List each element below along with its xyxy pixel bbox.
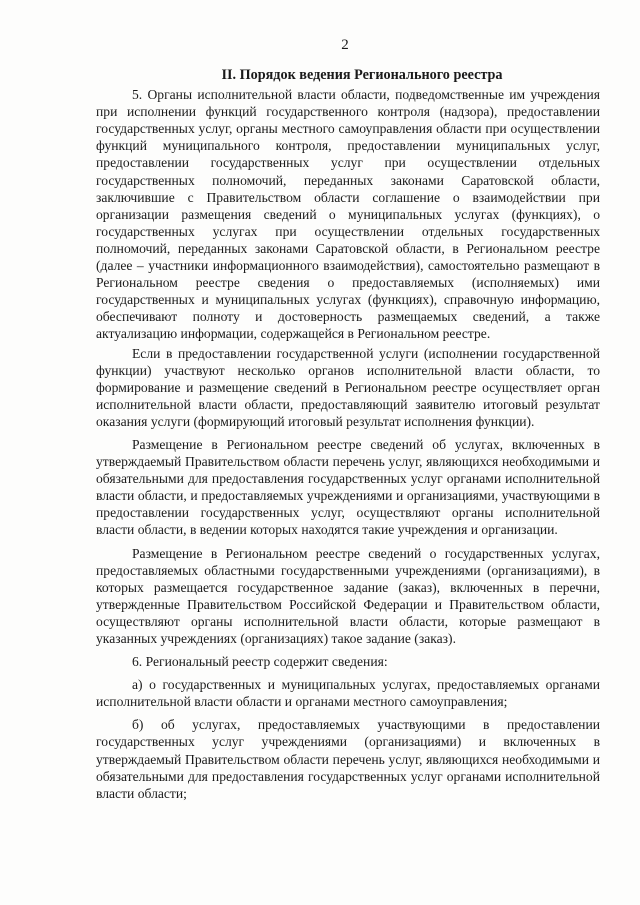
paragraph-if-several-organs: Если в предоставлении государственной услуги (исполнении государственной функции) участвуют несколько органов исполнительной власти области, то формирование и размещение сведений в Региональном реестре осуществляет орган исполнительной власти области, предоставляющий заявителю итоговый результат оказания услуги (формирующий итоговый результат исполнения функции). (96, 345, 600, 429)
paragraph-institutions-placement: Размещение в Региональном реестре сведений о государственных услугах, предоставляемых областными государственными учреждениями (организациями), в которых размещается государственное задание (заказ), включенных в перечни, утвержденные Правительством Российской Федерации и Правительством области, осуществляют органы исполнительной власти области, которые размещают в указанных учреждениях (организациях) такое задание (заказ). (96, 545, 600, 646)
paragraph-services-placement: Размещение в Региональном реестре сведений об услугах, включенных в утверждаемый Правительством области перечень услуг, являющихся необходимыми и обязательными для предоставления государственных услуг органами исполнительной власти области, и предоставляемых учреждениями и организациями, участвующими в предоставлении государственных услуг, осуществляют органы исполнительной власти области, в ведении которых находятся такие учреждения и организации. (96, 436, 600, 538)
paragraph-5: 5. Органы исполнительной власти области, подведомственные им учреждения при исполнении функций государственного контроля (надзора), предоставлении государственных услуг, органы местного самоуправления области при осуществлении функций муниципального контроля, предоставлении муниципальных услуг, предоставлении государственных услуг при осуществлении отдельных государственных полномочий, переданных законами Саратовской области, заключившие с Правительством области соглашение о взаимодействии при организации размещения сведений о муниципальных услугах (функциях), о государственных услугах при осуществлении отдельных государственных полномочий, переданных законами Саратовской области, в Региональном реестре (далее – участники информационного взаимодействия), самостоятельно размещают в Региональном реестре сведения о предоставляемых (исполняемых) ими государственных и муниципальных услугах (функциях), справочную информацию, обеспечивают полноту и достоверность размещаемых сведений, а также актуализацию информации, содержащейся в Региональном реестре. (96, 87, 600, 342)
list-item-a: а) о государственных и муниципальных услугах, предоставляемых органами исполнительной власти области и органами местного самоуправления; (96, 677, 600, 710)
section-title: II. Порядок ведения Регионального реестра (221, 67, 503, 83)
list-item-b: б) об услугах, предоставляемых участвующими в предоставлении государственных услуг учреждениями (организациями) и включенных в утверждаемый Правительством области перечень услуг, являющихся необходимыми и обязательными для предоставления государственных услуг органами исполнительной власти области; (96, 717, 600, 801)
page-number: 2 (341, 37, 349, 53)
paragraph-6: 6. Региональный реестр содержит сведения: (132, 654, 388, 670)
document-body (96, 67, 600, 802)
